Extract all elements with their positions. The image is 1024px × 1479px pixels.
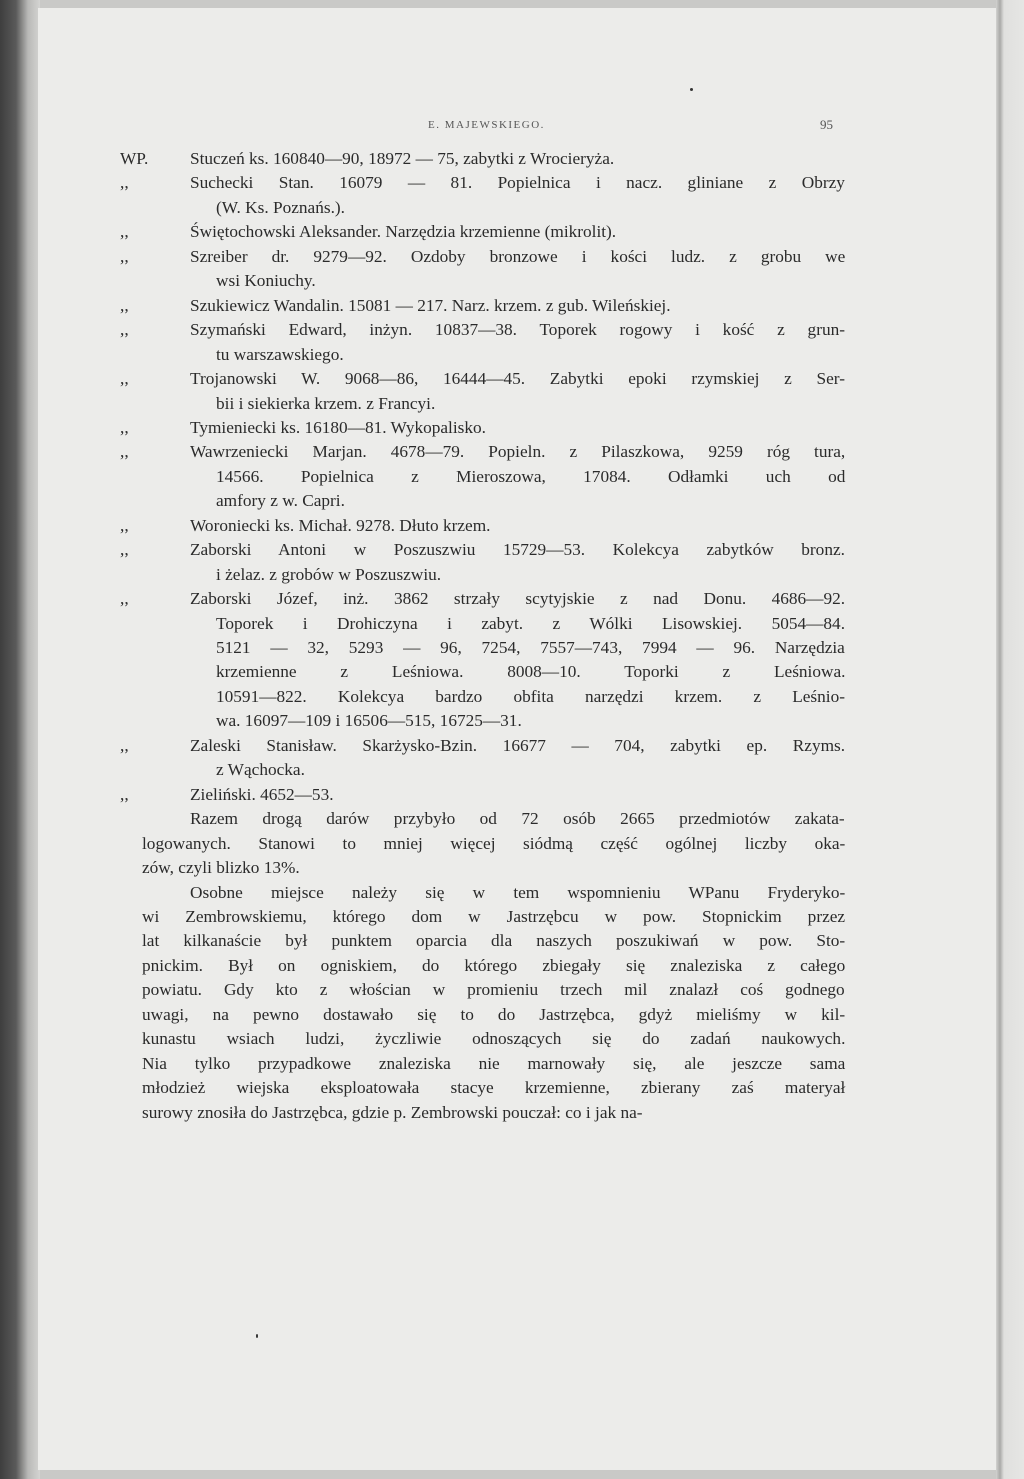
ditto-mark: ,, — [120, 589, 129, 609]
paragraph-line: lat kilkanaście był punktem oparcia dla naszych poszukiwań w pow. Sto- — [142, 931, 846, 951]
donor-entry-line: Zieliński. 4652—53. — [190, 784, 334, 804]
donor-entry-line: krzemienne z Leśniowa. 8008—10. Toporki z Leśniowa. — [216, 662, 846, 682]
ditto-mark: ,, — [120, 222, 129, 242]
donor-entry-line: Wawrzeniecki Marjan. 4678—79. Popieln. z Pilaszkowa, 9259 róg tura, — [190, 442, 846, 462]
paragraph-line: kunastu wsiach ludzi, życzliwie odnoszących się do zadań naukowych. — [142, 1029, 846, 1049]
running-title: E. MAJEWSKIEGO. — [428, 119, 545, 131]
donor-entry-line: Tymieniecki ks. 16180—81. Wykopalisko. — [190, 417, 486, 437]
paragraph-line: Osobne miejsce należy się w tem wspomnieniu WPanu Fryderyko- — [190, 882, 846, 902]
ditto-mark: ,, — [120, 540, 129, 560]
donor-entry-line: 5121 — 32, 5293 — 96, 7254, 7557—743, 7994 — 96. Narzędzia — [216, 638, 845, 657]
ditto-mark: ,, — [120, 246, 129, 266]
donor-entry-line: Zaborski Józef, inż. 3862 strzały scytyjskie z nad Donu. 4686—92. — [190, 589, 846, 609]
donor-entry-line: Szukiewicz Wandalin. 15081 — 217. Narz. krzem. z gub. Wileńskiej. — [190, 295, 671, 315]
donor-entry-line: Szreiber dr. 9279—92. Ozdoby bronzowe i kości ludz. z grobu we — [190, 246, 846, 266]
ditto-mark: ,, — [120, 173, 129, 193]
paragraph-line: wi Zembrowskiemu, którego dom w Jastrzębcu w pow. Stopnickim przez — [142, 906, 846, 926]
speck-mark — [690, 88, 693, 91]
donor-entry-line: Świętochowski Aleksander. Narzędzia krzemienne (mikrolit). — [190, 222, 617, 242]
donor-entry-line: tu warszawskiego. — [216, 344, 344, 364]
page-edge-right — [996, 0, 1024, 1479]
ditto-mark: ,, — [120, 442, 129, 462]
donor-entry-line: i żelaz. z grobów w Poszuszwiu. — [216, 564, 442, 584]
donor-entry-line: 10591—822. Kolekcya bardzo obfita narzędzi krzem. z Leśnio- — [216, 686, 845, 706]
paragraph-line: pnickim. Był on ogniskiem, do którego zbiegały się znaleziska z całego — [142, 955, 846, 975]
donor-entry-line: (W. Ks. Poznańs.). — [216, 197, 345, 217]
ditto-mark: ,, — [120, 515, 129, 535]
ditto-mark: ,, — [120, 295, 129, 315]
ditto-mark: ,, — [120, 320, 129, 340]
donor-entry-line: Woroniecki ks. Michał. 9278. Dłuto krzem. — [190, 515, 491, 535]
donor-entry-line: Zaleski Stanisław. Skarżysko-Bzin. 16677 — 704, zabytki ep. Rzyms. — [190, 735, 846, 755]
book-binding-shadow — [0, 0, 40, 1479]
ditto-mark: ,, — [120, 735, 129, 755]
ditto-mark: ,, — [120, 784, 129, 804]
ditto-mark: ,, — [120, 417, 129, 437]
donor-entry-line: Szymański Edward, inżyn. 10837—38. Toporek rogowy i kość z grun- — [190, 320, 845, 340]
donor-entry-line: bii i siekierka krzem. z Francyi. — [216, 393, 436, 413]
donor-entry-line: z Wąchocka. — [216, 760, 305, 780]
donor-entry-line: Suchecki Stan. 16079 — 81. Popielnica i nacz. gliniane z Obrzy — [190, 173, 845, 193]
entry-prefix: WP. — [120, 149, 149, 168]
donor-entry-line: wsi Koniuchy. — [216, 271, 316, 291]
donor-entry-line: Zaborski Antoni w Poszuszwiu 15729—53. Kolekcya zabytków bronz. — [190, 540, 845, 560]
paragraph-line: Nia tylko przypadkowe znaleziska nie marnowały się, ale jeszcze sama — [142, 1053, 846, 1073]
donor-entry-line: 14566. Popielnica z Mieroszowa, 17084. Odłamki uch od — [216, 466, 846, 486]
donor-entry-line: wa. 16097—109 i 16506—515, 16725—31. — [216, 711, 522, 731]
donor-entry-line: Trojanowski W. 9068—86, 16444—45. Zabytki epoki rzymskiej z Ser- — [190, 369, 845, 389]
paragraph-line: zów, czyli blizko 13%. — [142, 858, 300, 878]
speck-mark — [256, 1334, 258, 1338]
donor-entry-line: amfory z w. Capri. — [216, 491, 345, 511]
paragraph-line: powiatu. Gdy kto z włościan w promieniu trzech mil znalazł coś godnego — [142, 980, 845, 1000]
donor-entry-line: Toporek i Drohiczyna i zabyt. z Wólki Lisowskiej. 5054—84. — [216, 613, 846, 633]
donor-entry-line: Stuczeń ks. 160840—90, 18972 — 75, zabytki z Wrocieryża. — [190, 149, 615, 168]
running-header — [0, 115, 1024, 135]
paragraph-line: Razem drogą darów przybyło od 72 osób 2665 przedmiotów zakata- — [190, 809, 845, 829]
paragraph-line: młodzież wiejska eksploatowała stacye krzemienne, zbierany zaś materyał — [142, 1078, 846, 1098]
paragraph-line: logowanych. Stanowi to mniej więcej siódmą część ogólnej liczby oka- — [142, 833, 846, 853]
paragraph-line: uwagi, na pewno dostawało się to do Jastrzębca, gdyż mieliśmy w kil- — [142, 1004, 846, 1024]
paragraph-line: surowy znosiła do Jastrzębca, gdzie p. Zembrowski pouczał: co i jak na- — [142, 1102, 643, 1122]
ditto-mark: ,, — [120, 369, 129, 389]
page-number: 95 — [820, 117, 833, 132]
